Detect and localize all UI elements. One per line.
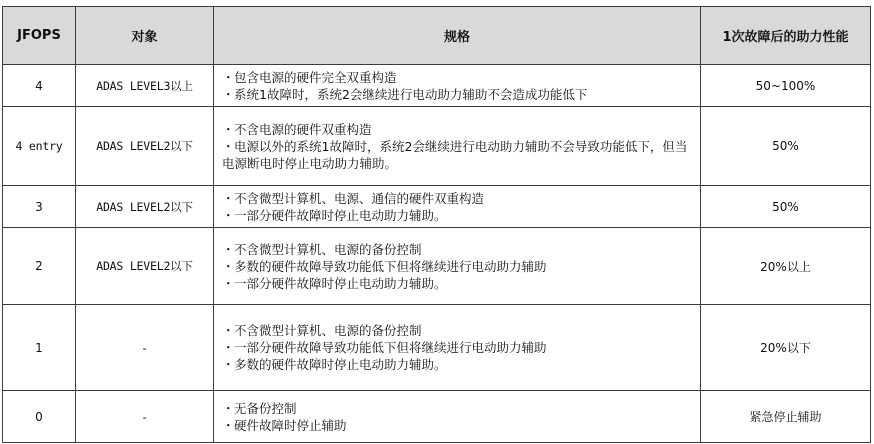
spec-line: ・一部分硬件故障时停止电动助力辅助。 [222,275,447,291]
jfops-table [2,6,871,443]
header-spec: 规格 [214,7,701,65]
spec-cell [214,391,701,443]
spec-line: ・不含微型计算机、电源、通信的硬件双重构造 [222,190,485,206]
spec-cell [214,186,701,228]
spec-line: ・包含电源的硬件完全双重构造 [222,69,397,85]
bullet-mark: ・ [222,190,235,206]
table-row [3,228,871,305]
spec-line: ・多数的硬件故障时停止电动助力辅助。 [222,357,447,372]
spec-line: ・系统1故障时，系统2会继续进行电动助力辅助不会造成功能低下 [222,86,588,102]
target-cell: - [76,305,214,391]
level-cell: 0 [3,391,76,443]
target-cell: ADAS LEVEL2以下 [76,228,214,305]
performance-cell: 紧急停止辅助 [701,391,871,443]
bullet-mark: ・ [222,86,235,102]
spec-line: ・不含微型计算机、电源的备份控制 [222,323,422,338]
target-cell: - [76,391,214,443]
performance-cell: 50% [701,107,871,186]
target-cell: ADAS LEVEL3以上 [76,65,214,107]
bullet-mark: ・ [222,121,235,137]
level-cell: 3 [3,186,76,228]
level-cell: 4 entry [3,107,76,186]
performance-cell: 20%以上 [701,228,871,305]
spec-line: ・电源以外的系统1故障时，系统2会继续进行电动助力辅助不会导致功能低下，但当电源断电时停止电动助力辅助。 [222,138,688,171]
performance-cell: 50% [701,186,871,228]
spec-line: ・不含微型计算机、电源的备份控制 [222,241,422,257]
bullet-mark: ・ [222,357,235,372]
bullet-mark: ・ [222,323,235,338]
bullet-mark: ・ [222,258,235,274]
table-row [3,186,871,228]
bullet-mark: ・ [222,241,235,257]
bullet-mark: ・ [222,417,235,433]
spec-line: ・无备份控制 [222,400,297,416]
spec-cell [214,107,701,186]
spec-cell [214,228,701,305]
target-cell: ADAS LEVEL2以下 [76,107,214,186]
spec-line: ・一部分硬件故障时停止电动助力辅助。 [222,207,447,223]
spec-line: ・不含电源的硬件双重构造 [222,121,372,137]
bullet-mark: ・ [222,69,235,85]
performance-cell: 20%以下 [701,305,871,391]
bullet-mark: ・ [222,400,235,416]
spec-line: ・多数的硬件故障导致功能低下但将继续进行电动助力辅助 [222,258,547,274]
header-performance: 1次故障后的助力性能 [701,7,871,65]
header-jfops: JFOPS [3,7,76,65]
level-cell: 1 [3,305,76,391]
level-cell: 4 [3,65,76,107]
bullet-mark: ・ [222,340,235,355]
table-row [3,391,871,443]
spec-line: ・硬件故障时停止辅助 [222,417,347,433]
table-row [3,107,871,186]
level-cell: 2 [3,228,76,305]
spec-cell [214,305,701,391]
header-row [3,7,871,65]
table-row [3,65,871,107]
target-cell: ADAS LEVEL2以下 [76,186,214,228]
spec-line: ・一部分硬件故障导致功能低下但将继续进行电动助力辅助 [222,340,547,355]
header-target: 对象 [76,7,214,65]
bullet-mark: ・ [222,207,235,223]
bullet-mark: ・ [222,275,235,291]
table-row [3,305,871,391]
bullet-mark: ・ [222,138,235,154]
spec-cell [214,65,701,107]
performance-cell: 50~100% [701,65,871,107]
